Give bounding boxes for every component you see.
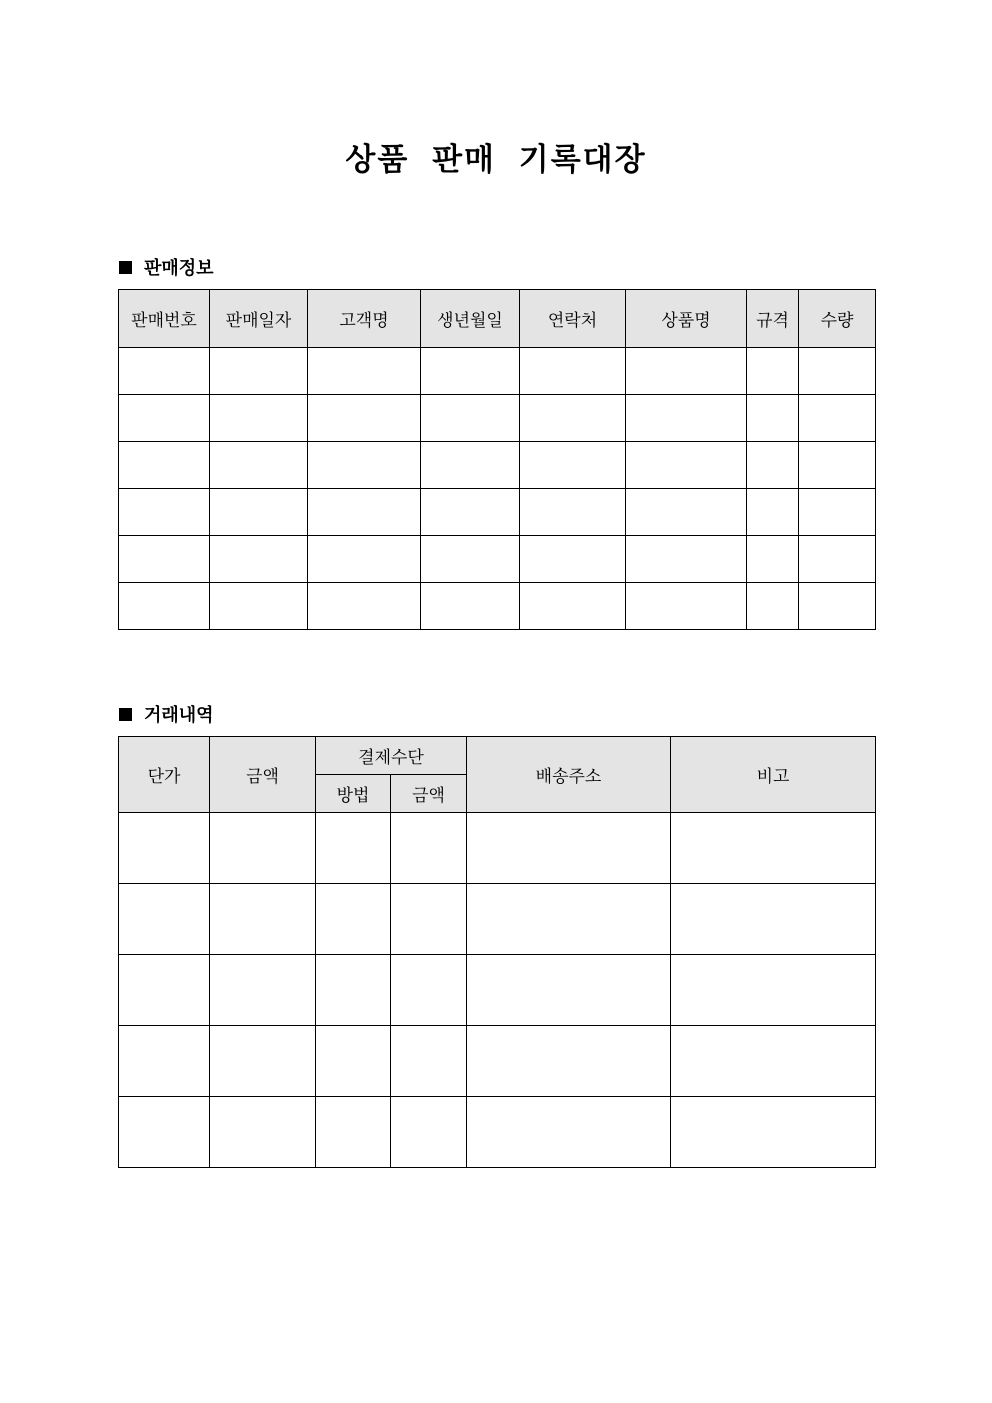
header-payment-method: 방법 <box>316 775 391 813</box>
table-cell[interactable] <box>308 489 421 536</box>
table-cell[interactable] <box>520 489 626 536</box>
transaction-table <box>118 736 876 1168</box>
header-remarks: 비고 <box>671 737 876 813</box>
table-cell[interactable] <box>520 395 626 442</box>
table-cell[interactable] <box>626 489 747 536</box>
table-cell[interactable] <box>210 884 316 955</box>
transaction-header-row-1 <box>119 737 876 775</box>
table-cell[interactable] <box>210 955 316 1026</box>
table-cell[interactable] <box>747 395 799 442</box>
header-amount: 금액 <box>210 737 316 813</box>
table-cell[interactable] <box>421 348 520 395</box>
sales-info-heading <box>119 254 214 280</box>
table-cell[interactable] <box>671 955 876 1026</box>
sales-info-table <box>118 289 876 630</box>
sales-header-row <box>119 290 876 348</box>
table-cell[interactable] <box>119 442 210 489</box>
table-cell[interactable] <box>391 813 467 884</box>
table-cell[interactable] <box>316 955 391 1026</box>
table-cell[interactable] <box>626 395 747 442</box>
table-cell[interactable] <box>747 489 799 536</box>
transaction-heading-label: 거래내역 <box>144 705 214 726</box>
table-cell[interactable] <box>626 536 747 583</box>
table-cell[interactable] <box>316 1097 391 1168</box>
table-cell[interactable] <box>747 583 799 630</box>
sales-info-heading-label: 판매정보 <box>144 258 214 279</box>
table-cell[interactable] <box>210 1026 316 1097</box>
square-bullet-icon <box>119 708 132 721</box>
header-unit-price: 단가 <box>119 737 210 813</box>
table-cell[interactable] <box>391 1097 467 1168</box>
table-row <box>119 583 876 630</box>
table-row <box>119 348 876 395</box>
table-row <box>119 813 876 884</box>
transaction-table-body <box>119 813 876 1168</box>
table-cell[interactable] <box>467 955 671 1026</box>
table-cell[interactable] <box>626 348 747 395</box>
table-cell[interactable] <box>626 442 747 489</box>
table-cell[interactable] <box>308 583 421 630</box>
table-row <box>119 489 876 536</box>
table-cell[interactable] <box>210 442 308 489</box>
sales-column-header: 수량 <box>799 290 876 348</box>
sales-column-header: 판매일자 <box>210 290 308 348</box>
transaction-heading <box>119 701 214 727</box>
table-cell[interactable] <box>119 583 210 630</box>
table-cell[interactable] <box>316 813 391 884</box>
sales-column-header: 상품명 <box>626 290 747 348</box>
table-row <box>119 442 876 489</box>
sales-column-header: 고객명 <box>308 290 421 348</box>
table-cell[interactable] <box>747 536 799 583</box>
table-cell[interactable] <box>391 1026 467 1097</box>
table-row <box>119 1097 876 1168</box>
table-cell[interactable] <box>747 442 799 489</box>
table-cell[interactable] <box>671 1026 876 1097</box>
table-cell[interactable] <box>626 583 747 630</box>
table-cell[interactable] <box>210 536 308 583</box>
table-cell[interactable] <box>799 348 876 395</box>
table-cell[interactable] <box>799 489 876 536</box>
header-payment-amount: 금액 <box>391 775 467 813</box>
table-cell[interactable] <box>308 348 421 395</box>
table-cell[interactable] <box>421 489 520 536</box>
table-row <box>119 395 876 442</box>
table-cell[interactable] <box>119 884 210 955</box>
table-cell[interactable] <box>391 955 467 1026</box>
table-cell[interactable] <box>308 536 421 583</box>
table-row <box>119 536 876 583</box>
table-cell[interactable] <box>210 395 308 442</box>
table-cell[interactable] <box>316 884 391 955</box>
table-row <box>119 884 876 955</box>
table-cell[interactable] <box>520 583 626 630</box>
table-cell[interactable] <box>119 813 210 884</box>
table-cell[interactable] <box>671 884 876 955</box>
sales-column-header: 연락처 <box>520 290 626 348</box>
sales-column-header: 규격 <box>747 290 799 348</box>
table-cell[interactable] <box>421 583 520 630</box>
table-cell[interactable] <box>210 348 308 395</box>
table-cell[interactable] <box>799 583 876 630</box>
table-cell[interactable] <box>421 442 520 489</box>
table-cell[interactable] <box>391 884 467 955</box>
table-cell[interactable] <box>421 536 520 583</box>
table-cell[interactable] <box>119 955 210 1026</box>
table-cell[interactable] <box>520 442 626 489</box>
table-cell[interactable] <box>119 395 210 442</box>
table-cell[interactable] <box>467 884 671 955</box>
sales-column-header: 생년월일 <box>421 290 520 348</box>
table-cell[interactable] <box>316 1026 391 1097</box>
sales-table-body <box>119 348 876 630</box>
table-row <box>119 1026 876 1097</box>
header-shipping-address: 배송주소 <box>467 737 671 813</box>
table-cell[interactable] <box>119 536 210 583</box>
table-cell[interactable] <box>747 348 799 395</box>
table-cell[interactable] <box>308 442 421 489</box>
table-cell[interactable] <box>671 1097 876 1168</box>
table-cell[interactable] <box>467 1097 671 1168</box>
table-cell[interactable] <box>210 489 308 536</box>
table-cell[interactable] <box>520 348 626 395</box>
table-cell[interactable] <box>520 536 626 583</box>
table-cell[interactable] <box>799 442 876 489</box>
table-cell[interactable] <box>210 1097 316 1168</box>
table-cell[interactable] <box>308 395 421 442</box>
table-cell[interactable] <box>799 536 876 583</box>
table-cell[interactable] <box>210 813 316 884</box>
table-cell[interactable] <box>210 583 308 630</box>
table-cell[interactable] <box>119 1026 210 1097</box>
table-cell[interactable] <box>467 813 671 884</box>
table-cell[interactable] <box>119 1097 210 1168</box>
table-cell[interactable] <box>421 395 520 442</box>
table-cell[interactable] <box>467 1026 671 1097</box>
table-cell[interactable] <box>119 348 210 395</box>
document-title: 상품 판매 기록대장 <box>345 142 647 178</box>
table-cell[interactable] <box>671 813 876 884</box>
table-row <box>119 955 876 1026</box>
table-cell[interactable] <box>799 395 876 442</box>
table-cell[interactable] <box>119 489 210 536</box>
sales-column-header: 판매번호 <box>119 290 210 348</box>
header-payment: 결제수단 <box>316 737 467 775</box>
square-bullet-icon <box>119 261 132 274</box>
